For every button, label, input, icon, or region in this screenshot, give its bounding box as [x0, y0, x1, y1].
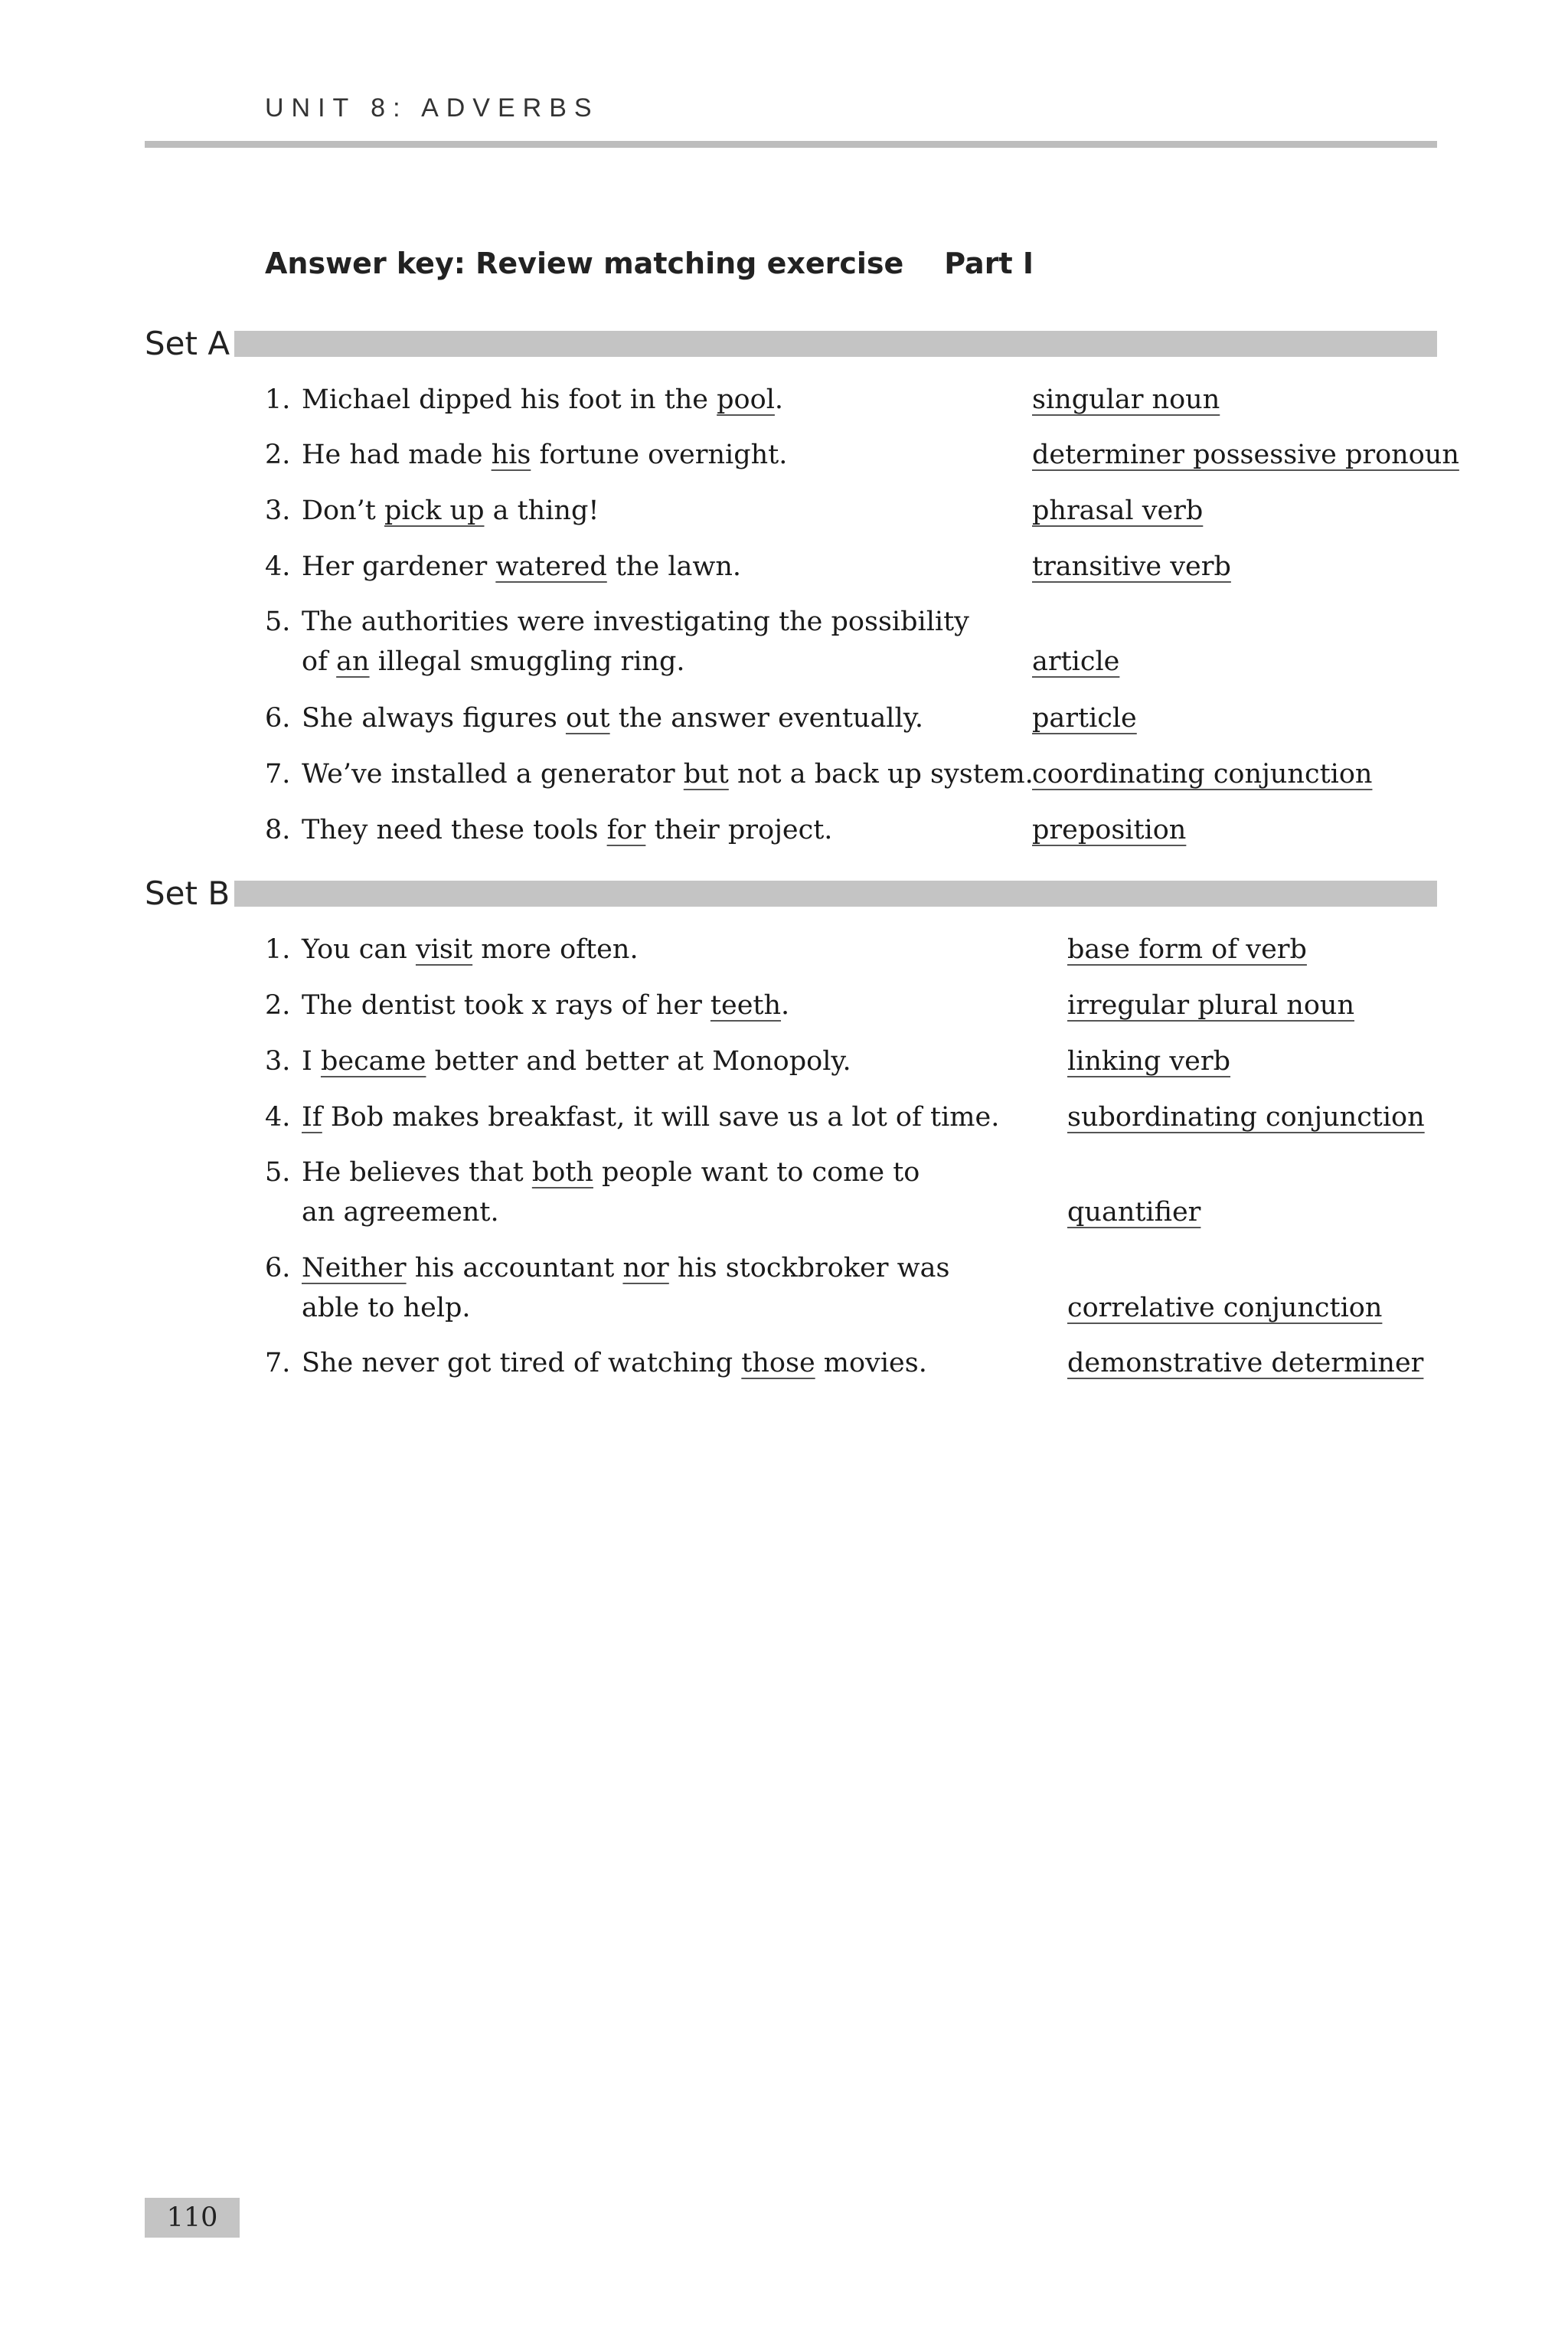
- text: fortune overnight.: [531, 440, 788, 470]
- text: his accountant: [406, 1253, 623, 1283]
- set-b-item-1: [265, 930, 639, 969]
- text: of: [302, 646, 337, 677]
- text: an agreement.: [302, 1197, 499, 1228]
- item-number: 8.: [265, 815, 291, 845]
- set-a-bar: [234, 331, 1437, 357]
- text: movies.: [815, 1348, 927, 1378]
- item-number: 1.: [265, 384, 291, 415]
- text: The dentist took x rays of her: [302, 990, 710, 1021]
- underlined-word: visit: [415, 934, 473, 965]
- underlined-word: out: [565, 703, 610, 734]
- text: She always figures: [302, 703, 566, 734]
- set-a-item-3: [265, 491, 599, 531]
- set-b-answer-1: base form of verb: [1067, 934, 1307, 965]
- set-a-answer-1: singular noun: [1032, 384, 1220, 415]
- page-number: 110: [145, 2198, 240, 2238]
- text: the lawn.: [606, 551, 742, 582]
- underlined-word: his: [491, 440, 531, 470]
- set-b-answer-5: quantifier: [1067, 1197, 1201, 1228]
- set-a-answer-6: particle: [1032, 703, 1137, 734]
- underlined-word: those: [741, 1348, 815, 1378]
- set-b-answer-6: correlative conjunction: [1067, 1293, 1383, 1323]
- set-a-item-1: [265, 380, 783, 420]
- text: I: [302, 1046, 321, 1077]
- text: the answer eventually.: [609, 703, 923, 734]
- item-number: 6.: [265, 703, 291, 734]
- text: a thing!: [484, 495, 599, 526]
- set-b-item-4: [265, 1097, 999, 1137]
- set-b-answer-4: subordinating conjunction: [1067, 1102, 1425, 1133]
- set-b-answer-3: linking verb: [1067, 1046, 1231, 1077]
- set-a-answer-7: coordinating conjunction: [1032, 759, 1373, 790]
- underlined-word: pool: [717, 384, 775, 415]
- underlined-word: nor: [622, 1253, 669, 1283]
- set-b-label: Set B: [145, 875, 230, 912]
- text: more often.: [472, 934, 639, 965]
- set-b-item-3: [265, 1041, 851, 1081]
- set-a-answer-2: determiner possessive pronoun: [1032, 440, 1459, 470]
- text: They need these tools: [302, 815, 607, 845]
- text: The authorities were investigating the possibility: [302, 607, 969, 637]
- set-a-item-7: [265, 754, 1034, 794]
- set-a-label: Set A: [145, 325, 230, 362]
- running-head: UNIT 8: ADVERBS: [265, 93, 599, 123]
- text: .: [781, 990, 790, 1021]
- underlined-word: watered: [495, 551, 607, 582]
- text: We’ve installed a generator: [302, 759, 684, 790]
- text: She never got tired of watching: [302, 1348, 742, 1378]
- item-number: 7.: [265, 759, 291, 790]
- text: his stockbroker was: [668, 1253, 950, 1283]
- underlined-word: became: [320, 1046, 426, 1077]
- text: Bob makes breakfast, it will save us a lot of time.: [322, 1102, 1000, 1133]
- set-a-answer-3: phrasal verb: [1032, 495, 1204, 526]
- set-b-bar: [234, 881, 1437, 907]
- underlined-word: Neither: [302, 1253, 407, 1283]
- item-number: 1.: [265, 934, 291, 965]
- text: their project.: [645, 815, 833, 845]
- underlined-word: an: [336, 646, 370, 677]
- underlined-word: pick up: [384, 495, 485, 526]
- text: better and better at Monopoly.: [426, 1046, 851, 1077]
- item-number: 4.: [265, 1102, 291, 1133]
- set-b-item-2: [265, 986, 789, 1025]
- set-a-answer-4: transitive verb: [1032, 551, 1231, 582]
- text: He believes that: [302, 1157, 532, 1188]
- set-a-answer-8: preposition: [1032, 815, 1187, 845]
- set-b-answer-7: demonstrative determiner: [1067, 1348, 1424, 1378]
- underlined-word: for: [606, 815, 646, 845]
- set-a-item-2: [265, 435, 787, 475]
- set-a-item-5: [265, 602, 969, 682]
- underlined-word: If: [302, 1102, 322, 1133]
- running-head-rule: [145, 141, 1437, 148]
- item-number: 5.: [265, 607, 291, 637]
- text: not a back up system.: [728, 759, 1034, 790]
- text: Michael dipped his foot in the: [302, 384, 717, 415]
- item-number: 3.: [265, 495, 291, 526]
- set-b-item-5: [265, 1153, 920, 1232]
- underlined-word: but: [683, 759, 729, 790]
- text: Don’t: [302, 495, 384, 526]
- set-a-answer-5: article: [1032, 646, 1120, 677]
- text: people want to come to: [593, 1157, 920, 1188]
- item-number: 7.: [265, 1348, 291, 1378]
- text: illegal smuggling ring.: [369, 646, 685, 677]
- item-number: 6.: [265, 1253, 291, 1283]
- set-a-item-6: [265, 698, 923, 738]
- set-b-item-7: [265, 1343, 927, 1383]
- text: .: [774, 384, 784, 415]
- item-number: 2.: [265, 990, 291, 1021]
- text: able to help.: [302, 1293, 471, 1323]
- item-number: 2.: [265, 440, 291, 470]
- item-number: 4.: [265, 551, 291, 582]
- section-title: Answer key: Review matching exercise Part I: [265, 247, 1034, 280]
- text: You can: [302, 934, 416, 965]
- set-b-answer-2: irregular plural noun: [1067, 990, 1354, 1021]
- set-a-item-4: [265, 547, 741, 587]
- text: He had made: [302, 440, 492, 470]
- underlined-word: teeth: [710, 990, 782, 1021]
- underlined-word: both: [531, 1157, 593, 1188]
- set-b-item-6: [265, 1248, 949, 1328]
- text: Her gardener: [302, 551, 496, 582]
- set-a-item-8: [265, 810, 832, 850]
- item-number: 5.: [265, 1157, 291, 1188]
- item-number: 3.: [265, 1046, 291, 1077]
